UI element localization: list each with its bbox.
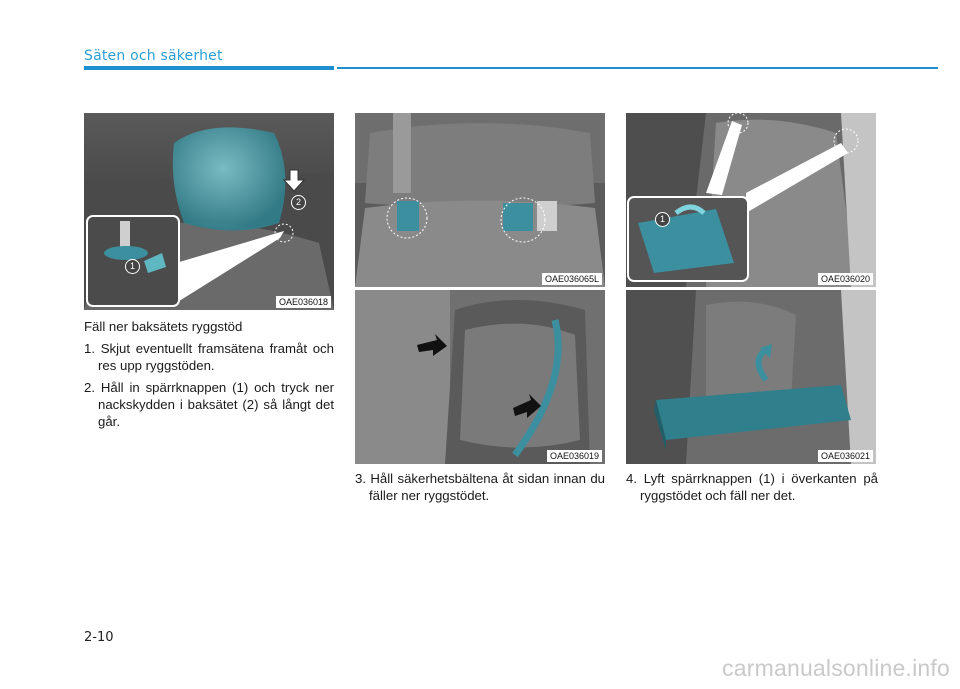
callout-1-badge: 1 — [125, 259, 140, 274]
page-number: 2-10 — [84, 630, 114, 645]
instruction-step-4: 4. Lyft spärrknappen (1) i överkanten på ryggstödet och fäll ner det. — [626, 471, 878, 503]
figure-label: OAE036065L — [542, 273, 602, 285]
text-column-2 — [355, 470, 605, 509]
figure-seatback-folded-art — [626, 290, 876, 464]
figure-seatback-folded — [626, 290, 876, 464]
watermark: carmanualsonline.info — [722, 655, 950, 681]
callout-2-badge: 2 — [291, 195, 306, 210]
figure-label: OAE036020 — [818, 273, 873, 285]
figure-seatbelts-side — [355, 290, 605, 464]
figure-headrest-latch-art — [84, 113, 334, 310]
header-rule-thick — [84, 66, 334, 70]
instruction-step-3: 3. Håll säkerhetsbältena åt sidan innan du fäller ner ryggstödet. — [355, 471, 605, 503]
figure-label: OAE036018 — [276, 296, 331, 308]
instruction-heading: Fäll ner baksätets ryggstöd — [84, 319, 243, 334]
text-column-3 — [626, 470, 878, 509]
callout-1-badge: 1 — [655, 212, 670, 227]
figure-label: OAE036019 — [547, 450, 602, 462]
figure-headrest-latch — [84, 113, 334, 310]
instruction-step-2: 2. Håll in spärrknappen (1) och tryck ner nackskydden i baksätet (2) så långt det går. — [84, 380, 334, 429]
figure-seatback-latch-art — [626, 113, 876, 287]
text-column-1 — [84, 318, 334, 435]
figure-seatbelts-top — [355, 113, 605, 287]
header-rule-thin — [337, 67, 938, 69]
instruction-step-1: 1. Skjut eventuellt framsätena framåt och res upp ryggstöden. — [84, 341, 334, 373]
section-title: Säten och säkerhet — [84, 48, 223, 64]
figure-seatback-latch — [626, 113, 876, 287]
figure-seatbelts-top-art — [355, 113, 605, 287]
figure-seatbelts-side-art — [355, 290, 605, 464]
figure-label: OAE036021 — [818, 450, 873, 462]
